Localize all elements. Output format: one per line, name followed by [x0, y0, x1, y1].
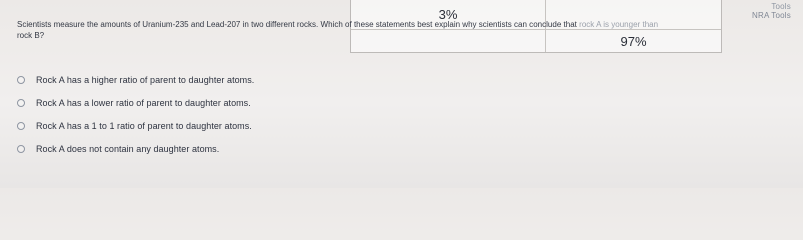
table-cell-bottom-right: 97%	[620, 33, 647, 49]
table-cell-top-left: 3%	[351, 0, 546, 30]
answer-option-label: Rock A has a higher ratio of parent to daughter atoms.	[36, 74, 255, 85]
answer-options	[17, 68, 254, 160]
answer-option-3[interactable]	[17, 114, 254, 137]
radio-circle-icon[interactable]	[17, 145, 25, 153]
answer-option-2[interactable]	[17, 91, 254, 114]
answer-option-label: Rock A has a 1 to 1 ratio of parent to daughter atoms.	[36, 120, 252, 131]
answer-option-label: Rock A does not contain any daughter atoms.	[36, 143, 220, 154]
answer-option-label: Rock A has a lower ratio of parent to daughter atoms.	[36, 97, 251, 108]
top-widget-line2: NRA Tools	[751, 11, 791, 20]
question	[17, 20, 803, 40]
answer-option-4[interactable]	[17, 137, 254, 160]
top-widget	[743, 2, 791, 20]
answer-option-1[interactable]	[17, 68, 254, 91]
question-continuation: rock B?	[17, 31, 45, 40]
top-widget-line1: Tools	[771, 2, 791, 11]
radio-circle-icon[interactable]	[17, 76, 25, 84]
radio-circle-icon[interactable]	[17, 99, 25, 107]
question-text: Scientists measure the amounts of Uranium-235 and Lead-207 in two different rocks. Which of these statements best explain why scientists can conclude that rock A is younger than	[17, 20, 659, 29]
radio-circle-icon[interactable]	[17, 122, 25, 130]
question-faded-tail: rock A is younger than	[579, 20, 659, 29]
